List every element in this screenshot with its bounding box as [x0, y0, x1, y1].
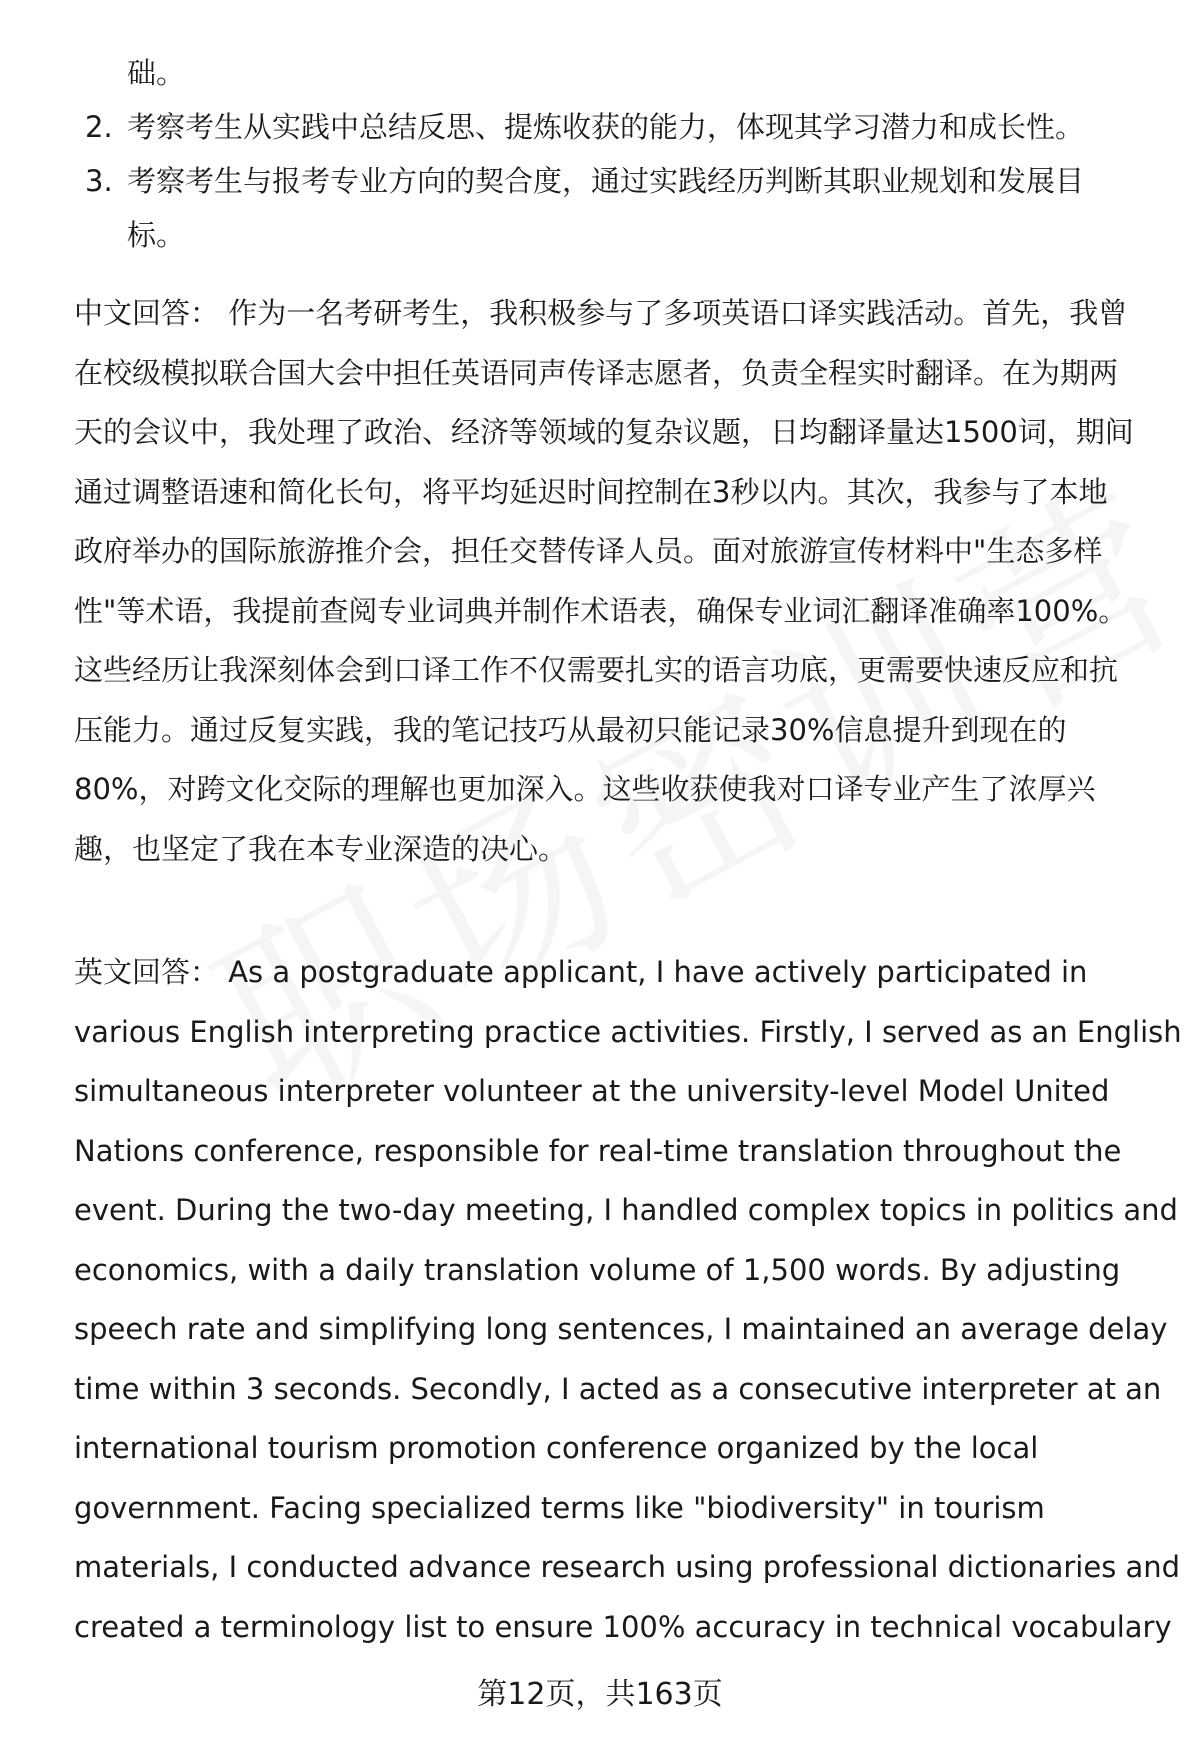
- list-item-text: 考察考生与报考专业方向的契合度，通过实践经历判断其职业规划和发展目: [127, 164, 1085, 198]
- list-item: [85, 161, 1084, 201]
- paragraph-line: 天的会议中，我处理了政治、经济等领域的复杂议题，日均翻译量达1500词，期间: [74, 415, 1134, 449]
- paragraph-line: event. During the two-day meeting, I handled complex topics in politics and: [74, 1193, 1178, 1227]
- paragraph-line: economics, with a daily translation volume of 1,500 words. By adjusting: [74, 1252, 1121, 1287]
- paragraph-line: Nations conference, responsible for real-time translation throughout the: [74, 1133, 1122, 1168]
- paragraph-line: created a terminology list to ensure 100% accuracy in technical vocabulary: [74, 1609, 1172, 1644]
- paragraph-line: 英文回答： As a postgraduate applicant, I have actively participated in: [74, 955, 1088, 989]
- paragraph-line: 中文回答： 作为一名考研考生，我积极参与了多项英语口译实践活动。首先，我曾: [74, 296, 1128, 330]
- paragraph-line: various English interpreting practice activities. Firstly, I served as an English: [74, 1014, 1182, 1049]
- paragraph-line: 压能力。通过反复实践，我的笔记技巧从最初只能记录30%信息提升到现在的: [74, 712, 1067, 747]
- page-number-footer: 第12页，共163页: [477, 1677, 723, 1712]
- paragraph-line: materials, I conducted advance research using professional dictionaries and: [74, 1550, 1181, 1584]
- paragraph-line: simultaneous interpreter volunteer at the university-level Model United: [74, 1074, 1110, 1108]
- list-item-continuation: 础。: [127, 56, 186, 90]
- list-item-continuation: 标。: [127, 218, 186, 252]
- paragraph-line: 政府举办的国际旅游推介会，担任交替传译人员。面对旅游宣传材料中"生态多样: [74, 534, 1103, 568]
- paragraph-line: international tourism promotion conference organized by the local: [74, 1431, 1039, 1465]
- paragraph-line: 性"等术语，我提前查阅专业词典并制作术语表，确保专业词汇翻译准确率100%。: [74, 593, 1128, 628]
- paragraph-line: time within 3 seconds. Secondly, I acted as a consecutive interpreter at an: [74, 1371, 1162, 1406]
- paragraph-line: speech rate and simplifying long sentences, I maintained an average delay: [74, 1312, 1168, 1346]
- paragraph-line: government. Facing specialized terms like "biodiversity" in tourism: [74, 1490, 1045, 1525]
- paragraph-line: 在校级模拟联合国大会中担任英语同声传译志愿者，负责全程实时翻译。在为期两: [74, 355, 1119, 390]
- list-item: [85, 107, 1084, 147]
- chinese-answer-paragraph: [74, 284, 1164, 879]
- list-item-number: 2.: [85, 110, 113, 144]
- list-item-number: 3.: [85, 164, 113, 198]
- list-item-text: 考察考生从实践中总结反思、提炼收获的能力，体现其学习潜力和成长性。: [127, 110, 1085, 144]
- paragraph-line: 趣，也坚定了我在本专业深造的决心。: [74, 831, 568, 866]
- paragraph-line: 80%，对跨文化交际的理解也更加深入。这些收获使我对口译专业产生了浓厚兴: [74, 772, 1096, 806]
- paragraph-line: 通过调整语速和简化长句，将平均延迟时间控制在3秒以内。其次，我参与了本地: [74, 474, 1108, 509]
- english-answer-paragraph: [74, 943, 1182, 1657]
- paragraph-line: 这些经历让我深刻体会到口译工作不仅需要扎实的语言功底，更需要快速反应和抗: [74, 653, 1119, 687]
